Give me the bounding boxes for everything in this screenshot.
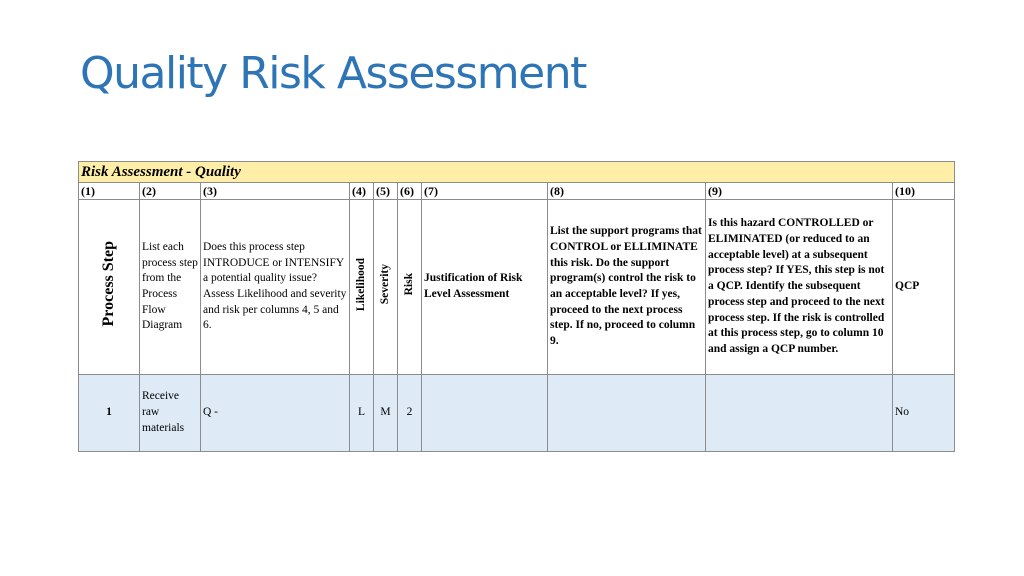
risk-assessment-table	[78, 161, 955, 452]
column-number: (3)	[201, 183, 350, 200]
column-number: (1)	[79, 183, 140, 200]
column-number: (6)	[398, 183, 422, 200]
risk-column-header: Risk	[398, 200, 422, 375]
process-step-description: List each process step from the Process Flow Diagram	[140, 200, 201, 375]
subsequent-control-description: Is this hazard CONTROLLED or ELIMINATED (or reduced to an acceptable level) at a subsequent process step? If YES, this step is not a QCP. Identify the subsequent process step and proceed to the next process step. If the risk is controlled at this process step, go to column 10 and assign a QCP number.	[706, 200, 893, 375]
table-row	[79, 375, 955, 452]
risk-cell: 2	[398, 375, 422, 452]
support-programs-cell	[548, 375, 706, 452]
qcp-column-header: QCP	[893, 200, 955, 375]
severity-cell: M	[374, 375, 398, 452]
step-number: 1	[79, 375, 140, 452]
table-header: Risk Assessment - Quality	[79, 162, 955, 183]
justification-column-header: Justification of Risk Level Assessment	[422, 200, 548, 375]
column-number: (10)	[893, 183, 955, 200]
severity-column-header: Severity	[374, 200, 398, 375]
subsequent-control-cell	[706, 375, 893, 452]
quality-issue-description: Does this process step INTRODUCE or INTENSIFY a potential quality issue?Assess Likelihood and severity and risk per columns 4, 5 and 6.	[201, 200, 350, 375]
likelihood-column-header: Likelihood	[350, 200, 374, 375]
process-step-column-header: Process Step	[79, 200, 140, 375]
slide-title: Quality Risk Assessment	[80, 48, 586, 99]
justification-cell	[422, 375, 548, 452]
qcp-cell: No	[893, 375, 955, 452]
likelihood-cell: L	[350, 375, 374, 452]
column-number: (4)	[350, 183, 374, 200]
column-number: (8)	[548, 183, 706, 200]
support-programs-description: List the support programs that CONTROL or ELLIMINATE this risk. Do the support program(s) control the risk to an acceptable level? If yes, proceed to the next process step. If no, proceed to column 9.	[548, 200, 706, 375]
column-number: (9)	[706, 183, 893, 200]
column-number: (2)	[140, 183, 201, 200]
column-number: (7)	[422, 183, 548, 200]
process-step-cell: Receive raw materials	[140, 375, 201, 452]
column-number: (5)	[374, 183, 398, 200]
issue-cell: Q -	[201, 375, 350, 452]
